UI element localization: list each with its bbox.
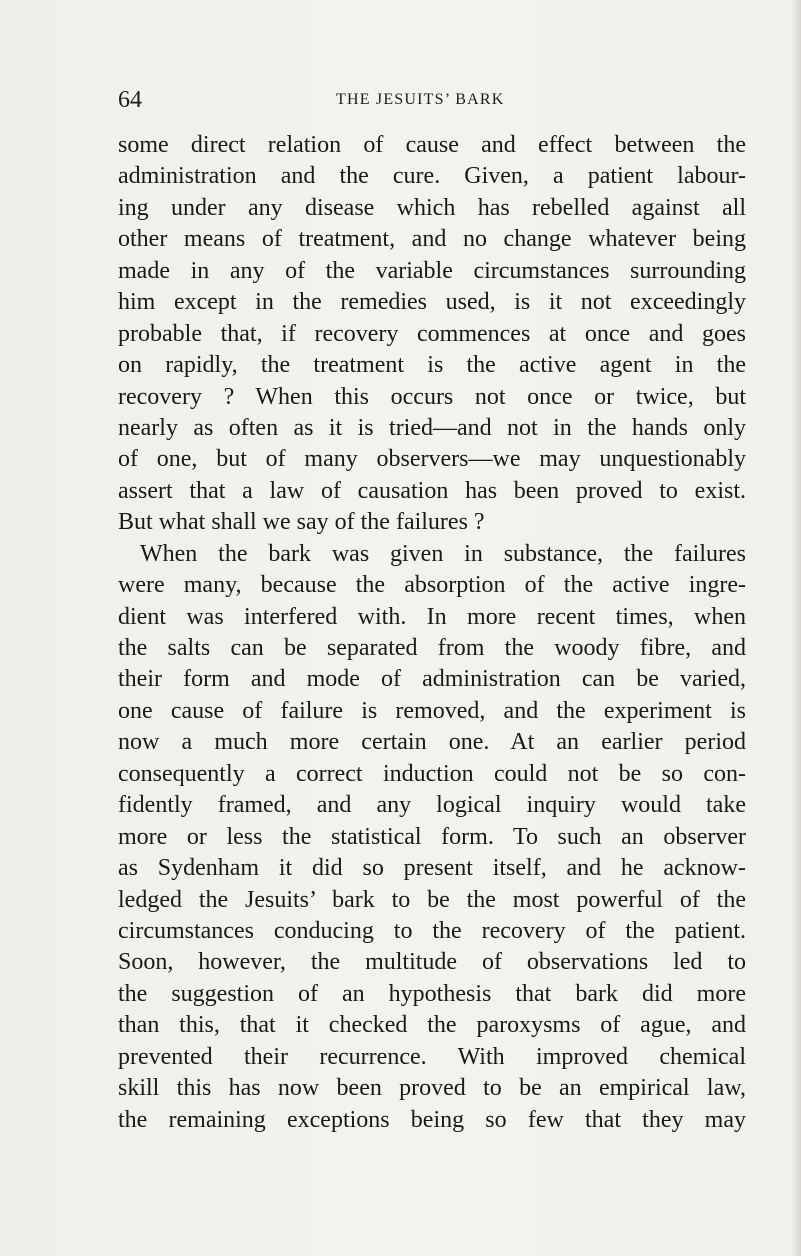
body-text	[118, 130, 746, 1136]
text-line: of one, but of many observers—we may unquestionably	[118, 446, 746, 473]
text-line: the suggestion of an hypothesis that bark did more	[118, 980, 746, 1007]
text-line: made in any of the variable circumstances surrounding	[118, 257, 746, 284]
text-line: skill this has now been proved to be an empirical law,	[118, 1075, 746, 1102]
text-line: administration and the cure. Given, a patient labour-	[118, 163, 746, 190]
text-line: as Sydenham it did so present itself, and he acknow-	[118, 855, 746, 882]
text-line: probable that, if recovery commences at once and goes	[118, 320, 746, 347]
text-line: than this, that it checked the paroxysms of ague, and	[118, 1012, 746, 1039]
text-line: the salts can be separated from the woody fibre, and	[118, 635, 746, 661]
text-line: Soon, however, the multitude of observations led to	[118, 949, 746, 976]
text-line: ledged the Jesuits’ bark to be the most powerful of the	[118, 886, 746, 913]
text-line: consequently a correct induction could not be so con-	[118, 760, 746, 787]
paragraph-end-line: But what shall we say of the failures ?	[118, 509, 485, 536]
text-line: circumstances conducing to the recovery of the patient.	[118, 917, 746, 944]
text-line: more or less the statistical form. To such an observer	[118, 823, 746, 850]
text-line: some direct relation of cause and effect between the	[118, 132, 746, 158]
text-line: recovery ? When this occurs not once or twice, but	[118, 383, 746, 410]
text-line: nearly as often as it is tried—and not in the hands only	[118, 414, 746, 441]
page-number: 64	[118, 87, 142, 113]
text-line: prevented their recurrence. With improved chemical	[118, 1043, 746, 1070]
text-line: him except in the remedies used, is it not exceedingly	[118, 289, 746, 316]
text-line: now a much more certain one. At an earlier period	[118, 729, 746, 756]
text-line: one cause of failure is removed, and the experiment is	[118, 697, 746, 724]
text-line: assert that a law of causation has been proved to exist.	[118, 477, 746, 504]
text-line: on rapidly, the treatment is the active agent in the	[118, 352, 746, 379]
text-line: other means of treatment, and no change whatever being	[118, 226, 746, 253]
text-line: were many, because the absorption of the active ingre-	[118, 572, 746, 599]
page-edge-shadow	[791, 0, 801, 1256]
running-title: THE JESUITS’ BARK	[336, 91, 505, 108]
page-header	[118, 85, 746, 115]
text-line: ing under any disease which has rebelled against all	[118, 194, 746, 221]
paragraph-start-line: When the bark was given in substance, the failures	[140, 540, 746, 567]
text-line: their form and mode of administration can be varied,	[118, 666, 746, 693]
text-line: fidently framed, and any logical inquiry would take	[118, 792, 746, 819]
text-line: dient was interfered with. In more recent times, when	[118, 603, 746, 630]
text-line: the remaining exceptions being so few that they may	[118, 1106, 746, 1133]
